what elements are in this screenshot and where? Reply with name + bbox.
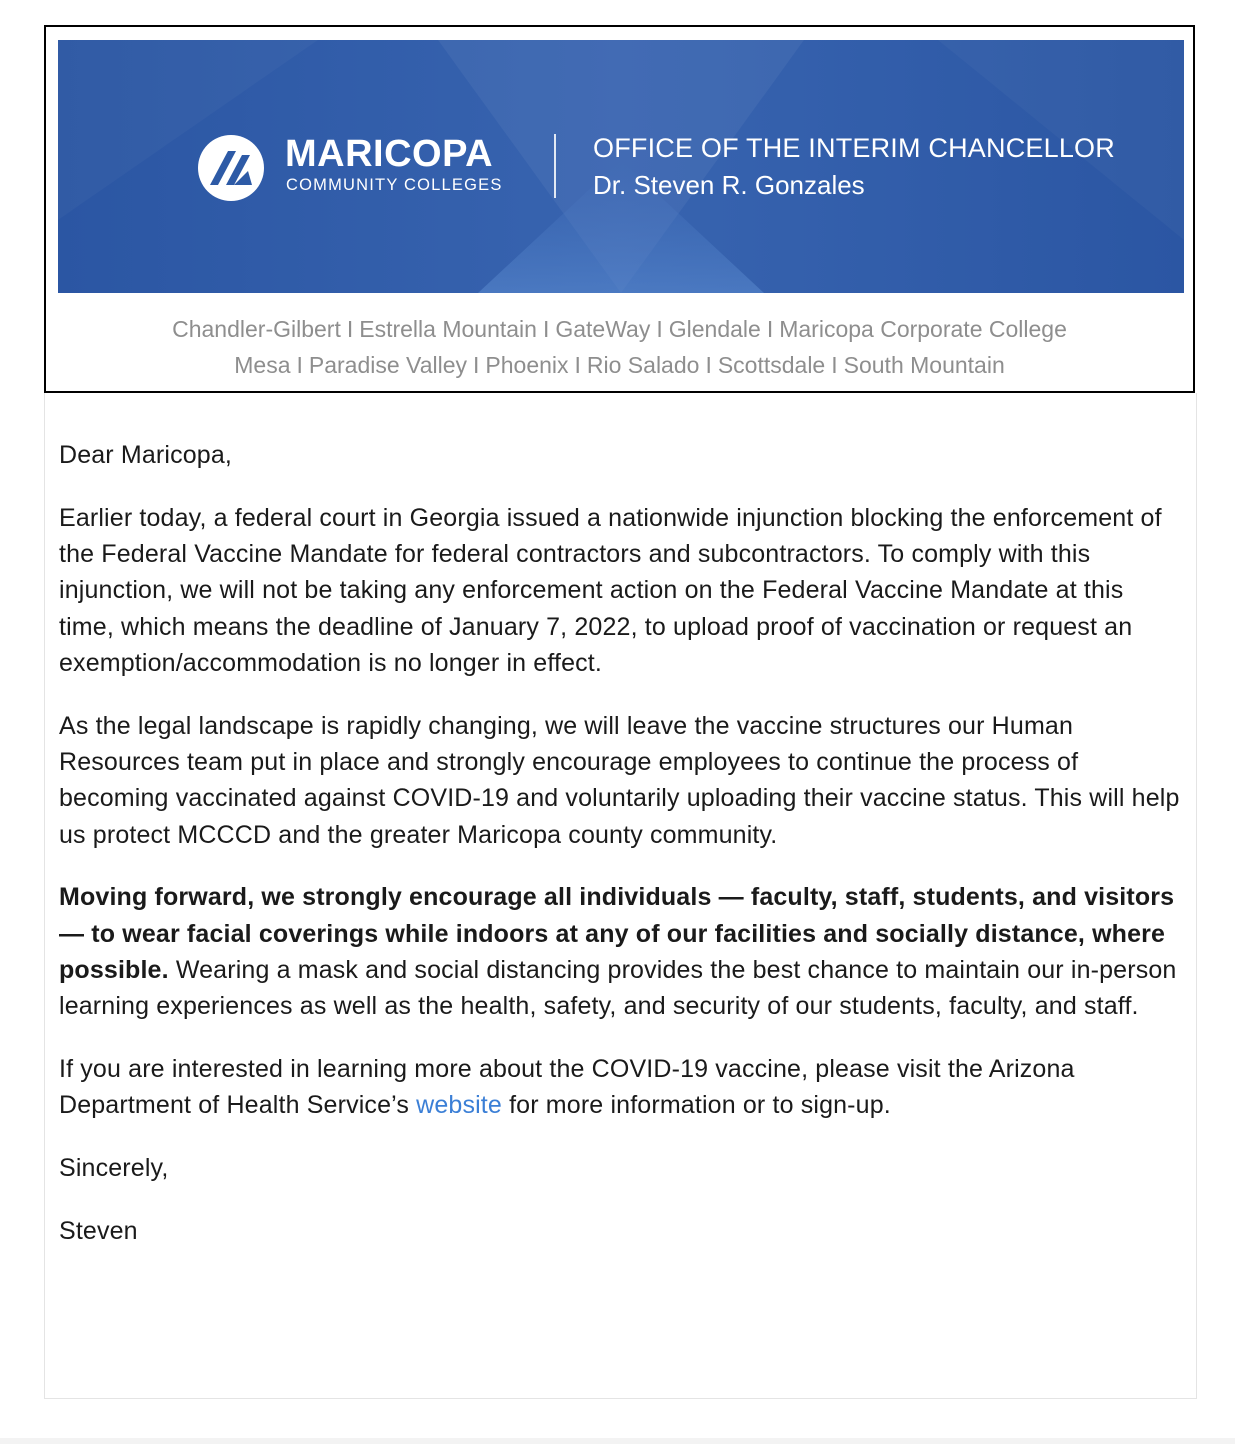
college-item: Maricopa Corporate College [779, 316, 1067, 342]
college-item: Glendale [668, 316, 761, 342]
college-item: Paradise Valley [308, 352, 467, 378]
separator: I [346, 316, 354, 342]
chancellor-banner [58, 40, 1184, 293]
office-title: OFFICE OF THE INTERIM CHANCELLOR [593, 133, 1115, 163]
college-item: Estrella Mountain [359, 316, 537, 342]
signature: Steven [59, 1217, 138, 1246]
paragraph-vaccine-structures: As the legal landscape is rapidly changing, we will leave the vaccine structures our Human Resources team put in place and strongly encourage employees to continue the process of becoming vaccinated against COVID-19 and voluntarily uploading their vaccine status. This will help us protect MCCCD and the greater Maricopa county community. [59, 711, 1180, 849]
office-person: Dr. Steven R. Gonzales [593, 170, 865, 200]
paragraph-injunction: Earlier today, a federal court in Georgia issued a nationwide injunction blocking the enforcement of the Federal Vaccine Mandate for federal contractors and subcontractors. To comply with this injunction, we will not be taking any enforcement action on the Federal Vaccine Mandate at this time, which means the deadline of January 7, 2022, to upload proof of vaccination or request an exemption/accommodation is no longer in effect. [59, 503, 1162, 677]
separator: I [705, 352, 712, 378]
college-list-row-1 [46, 311, 1193, 347]
college-item: South Mountain [843, 352, 1005, 378]
separator: I [766, 316, 774, 342]
college-item: Rio Salado [586, 352, 700, 378]
bottom-strip [0, 1438, 1235, 1444]
college-item: GateWay [555, 316, 651, 342]
brand-name: MARICOPA [285, 133, 494, 175]
paragraph-more-info [59, 1051, 1184, 1124]
college-item: Phoenix [485, 352, 569, 378]
banner-divider [554, 134, 556, 198]
bold-recommendation: Moving forward, we strongly encourage all individuals — faculty, staff, students, and visitors — to wear facial coverings while indoors at any of our facilities and socially distance, where possible. [59, 883, 1175, 985]
closing: Sincerely, [59, 1154, 169, 1183]
letter-body [59, 437, 1184, 1276]
separator: I [831, 352, 838, 378]
college-item: Mesa [234, 352, 291, 378]
brand-subtitle: COMMUNITY COLLEGES [286, 176, 503, 194]
separator: I [542, 316, 550, 342]
maricopa-logo-icon [196, 133, 266, 203]
more-info-text-after: for more information or to sign-up. [501, 1091, 891, 1120]
college-list [46, 311, 1193, 383]
separator: I [473, 352, 480, 378]
greeting: Dear Maricopa, [59, 441, 232, 469]
separator: I [296, 352, 303, 378]
email-header [44, 25, 1195, 393]
letter-container [44, 393, 1197, 1399]
separator: I [656, 316, 663, 342]
college-item: Chandler-Gilbert [172, 316, 341, 342]
paragraph-facial-coverings-rest: Wearing a mask and social distancing provides the best chance to maintain our in-person learning experiences as well as the health, safety, and security of our students, faculty, and staff. [59, 956, 1177, 1021]
college-list-row-2 [46, 347, 1193, 383]
college-item: Scottsdale [717, 352, 826, 378]
paragraph-facial-coverings [59, 879, 1184, 1024]
adhs-website-link[interactable]: website [416, 1091, 502, 1120]
more-info-text-before: If you are interested in learning more about the COVID-19 vaccine, please visit the Arizona Department of Health Service’s [59, 1055, 1075, 1120]
separator: I [574, 352, 581, 378]
